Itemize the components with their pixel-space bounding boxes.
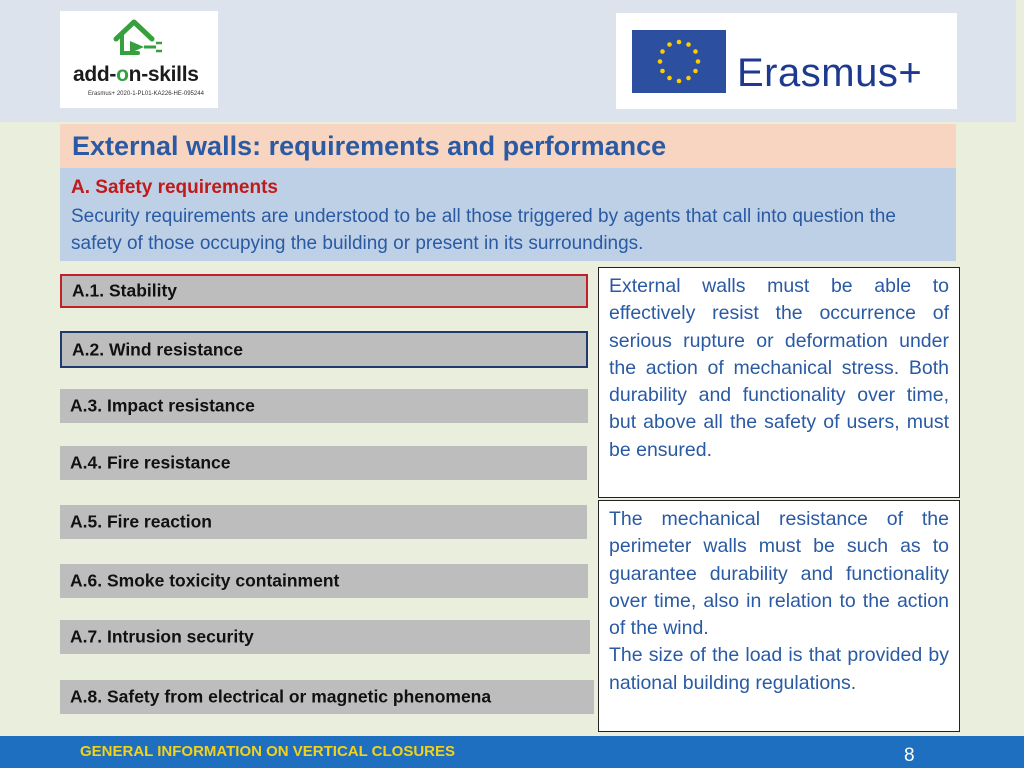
footer-bar <box>0 736 1024 768</box>
eu-flag-icon <box>632 30 726 93</box>
requirement-label: A.3. Impact resistance <box>70 395 255 416</box>
erasmus-plus-logo <box>616 13 957 109</box>
green-house-plug-icon <box>112 17 164 61</box>
requirement-label: A.8. Safety from electrical or magnetic phenomena <box>70 686 492 707</box>
requirement-fire-resistance[interactable] <box>60 446 587 480</box>
wind-description-box <box>598 500 960 732</box>
description-text: The size of the load is that provided by national building regulations. <box>609 644 949 694</box>
intro-box <box>60 168 956 261</box>
description-text: The mechanical resistance of the perimeter walls must be such as to guarantee durability and functionality over time, also in relation to the action of the wind. <box>609 508 949 640</box>
requirement-stability[interactable] <box>60 274 588 308</box>
requirement-label: A.2. Wind resistance <box>72 339 244 359</box>
requirement-label: A.6. Smoke toxicity containment <box>70 570 340 591</box>
section-description: Security requirements are understood to be all those triggered by agents that call into question the safety of those occupying the building or present in its surroundings. <box>71 206 896 254</box>
logo-wordmark: add-on-skills <box>73 63 199 86</box>
page-number: 8 <box>904 745 915 766</box>
requirement-label: A.4. Fire resistance <box>70 452 231 473</box>
page-title: External walls: requirements and performance <box>72 131 667 161</box>
title-bar <box>60 124 956 168</box>
requirement-impact-resistance[interactable] <box>60 389 588 423</box>
footer-title: GENERAL INFORMATION ON VERTICAL CLOSURES <box>80 743 456 760</box>
logo-subtitle: Erasmus+ 2020-1-PL01-KA226-HE-095244 <box>88 91 204 97</box>
erasmus-wordmark: Erasmus+ <box>737 51 923 95</box>
requirement-label: A.7. Intrusion security <box>70 626 254 647</box>
description-text: External walls must be able to effectively resist the occurrence of serious rupture or deformation under the action of mechanical stress. Both durability and functionality over time, but above all the safety of users, must be ensured. <box>609 275 949 461</box>
header-band <box>0 0 1016 122</box>
requirement-intrusion-security[interactable] <box>60 620 590 654</box>
requirement-label: A.5. Fire reaction <box>70 511 212 532</box>
requirement-smoke-toxicity[interactable] <box>60 564 588 598</box>
stability-description-box <box>598 267 960 498</box>
requirement-wind-resistance[interactable] <box>60 331 588 368</box>
add-on-skills-logo <box>60 11 218 108</box>
requirement-label: A.1. Stability <box>72 280 178 301</box>
requirement-fire-reaction[interactable] <box>60 505 587 539</box>
section-heading: A. Safety requirements <box>71 177 278 198</box>
requirement-electrical-magnetic[interactable] <box>60 680 594 714</box>
